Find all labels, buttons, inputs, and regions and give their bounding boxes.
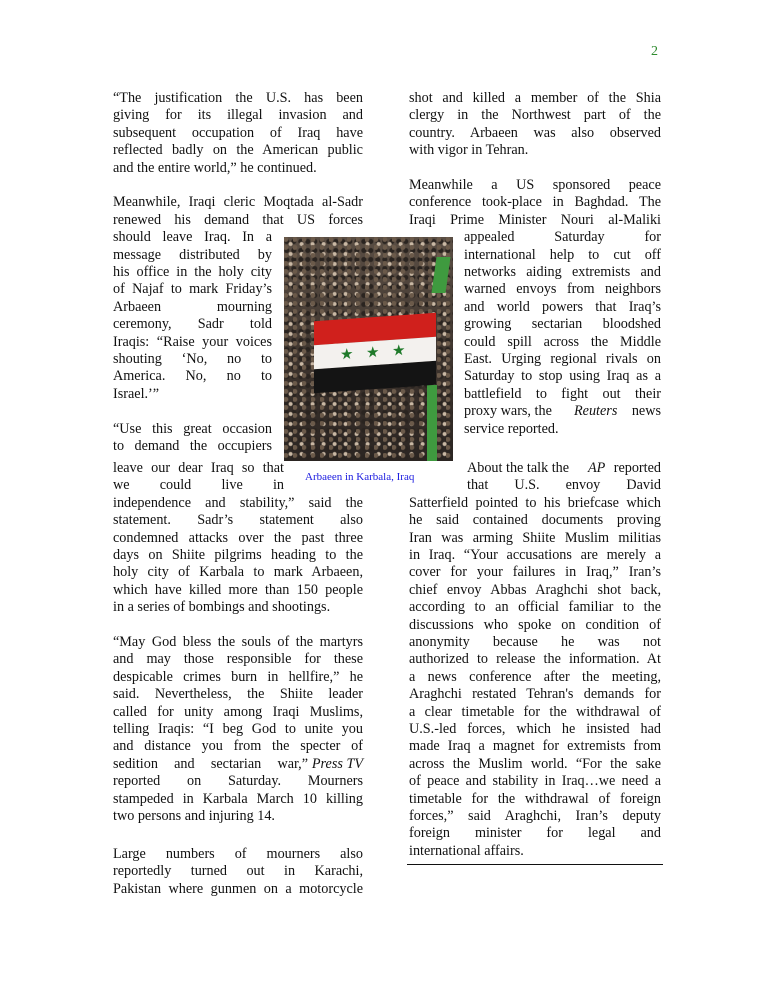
text-line: said. Nevertheless, the Shiite leader (113, 686, 363, 703)
text-line: shouting ‘No, no to (113, 351, 272, 367)
text-line: America. No, no to (113, 368, 272, 385)
text-line: message distributed by (113, 246, 272, 263)
text-line: forces,” said Araghchi, Iran’s deputy (409, 808, 661, 824)
text-line: Meanwhile, Iraqi cleric Moqtada al-Sadr (113, 194, 363, 211)
text-line: reported on Saturday. Mourners (113, 773, 363, 790)
text-line: discussions who spoke on condition of (409, 616, 661, 633)
text-line: independence and stability,” said the (113, 494, 363, 511)
text-line: growing sectarian bloodshed (464, 316, 661, 333)
text-line: service reported. (464, 420, 559, 437)
text-line: battlefield to fight out their (464, 385, 661, 402)
text-line: cover for your failures in Iraq,” Iran’s (409, 564, 661, 581)
star-icon: ★ (366, 344, 380, 362)
end-of-article-rule (407, 864, 663, 865)
text-line: with vigor in Tehran. (409, 142, 529, 159)
text-line: in a series of bombings and shootings. (113, 599, 331, 616)
text-line: chief envoy Abbas Araghchi shot back, (409, 581, 661, 598)
text-line: news (631, 403, 661, 420)
text-line: of peace and stability in Iraq…we need a (409, 773, 661, 790)
text-line: and may those responsible for these (113, 651, 363, 668)
iraqi-flag-icon (314, 313, 436, 394)
text-line: giving for its illegal invasion and (113, 107, 363, 124)
publication-name: Reuters (574, 403, 618, 420)
text-line: Meanwhile a US sponsored peace (409, 177, 661, 193)
text-line: international affairs. (409, 842, 524, 859)
text-line: Pakistan where gunmen on a motorcycle (113, 880, 363, 897)
text-line: warned envoys from neighbors (464, 281, 661, 298)
text-line: days on Shiite pilgrims heading to the (113, 547, 363, 563)
text-line: condemned attacks over the past three (113, 529, 363, 546)
text-line: made Iraq a magnet for extremists from (409, 738, 661, 755)
text-line: Arbaeen mourning (113, 298, 272, 315)
text-line: reflected badly on the American public (113, 142, 363, 159)
text-line: authorized to release the information. At (409, 651, 661, 668)
text-line: and the entire world,” he continued. (113, 159, 317, 176)
star-icon: ★ (392, 342, 406, 360)
publication-name: AP (588, 460, 606, 476)
text-line: statement. Sadr’s statement also (113, 512, 363, 529)
text-line: a news conference after the meeting, (409, 668, 661, 685)
text-line: country. Arbaeen was also observed (409, 124, 661, 141)
text-line: holy city of Karbala to mark Arbaeen, (113, 564, 363, 581)
text-line: across the Muslim world. “For the sake (409, 755, 661, 772)
text-line: proxy wars, the (464, 403, 552, 420)
text-line: we could live in (113, 477, 284, 494)
text-line: his office in the holy city (113, 264, 272, 280)
text-line: Large numbers of mourners also (113, 846, 363, 862)
text-line: should leave Iraq. In a (113, 229, 272, 246)
text-line: “The justification the U.S. has been (113, 90, 363, 106)
text-line: leave our dear Iraq so that (113, 460, 284, 476)
text-line: anonymity because he was not (409, 634, 661, 650)
text-line: Saturday to stop using Iraq as a (464, 368, 661, 385)
page-number: 2 (651, 44, 658, 59)
text-line: stampeded in Karbala March 10 killing (113, 790, 363, 807)
text-line: East. Urging regional rivals on (464, 351, 661, 367)
photo-caption: Arbaeen in Karbala, Iraq (305, 471, 415, 483)
text-line: timetable for the withdrawal of foreign (409, 790, 661, 807)
text-line: international help to cut off (464, 246, 661, 263)
publication-name: Press TV (311, 755, 363, 772)
text-line: despicable crimes burn in hellfire,” he (113, 668, 363, 685)
text-line: and distance you from the specter of (113, 738, 363, 755)
text-line: shot and killed a member of the Shia (409, 90, 661, 106)
text-line: in Iraq. “Your accusations are merely a (409, 547, 661, 563)
text-line: of Najaf to mark Friday’s (113, 281, 272, 298)
text-line: called for unity among Iraqi Muslims, (113, 703, 363, 720)
text-line: Iraqi Prime Minister Nouri al-Maliki (409, 211, 661, 228)
text-line: ceremony, Sadr told (113, 316, 272, 333)
text-line: telling Iraqis: “I beg God to unite you (113, 721, 363, 737)
text-line: Satterfield pointed to his briefcase which (409, 494, 661, 511)
text-line: a clear timetable for the withdrawal of (409, 703, 661, 720)
text-line: Iran was arming Shiite Muslim militias (409, 529, 661, 546)
text-line: networks aiding extremists and (464, 264, 661, 280)
text-line: Israel.’” (113, 385, 160, 402)
text-line: he said contained documents proving (409, 512, 661, 529)
text-line: “Use this great occasion (113, 420, 272, 437)
text-line: could spill across the Middle (464, 333, 661, 350)
text-line: subsequent occupation of Iraq have (113, 124, 363, 141)
text-line: according to an official familiar to the (409, 599, 661, 616)
article-photo (284, 237, 453, 461)
text-line: About the talk the (467, 460, 570, 476)
text-line: to demand the occupiers (113, 438, 272, 454)
text-line: U.S.-led forces, which he insisted had (409, 721, 661, 737)
text-line: foreign minister for legal and (409, 825, 661, 842)
star-icon: ★ (340, 346, 354, 364)
text-line: which have killed more than 150 people (113, 581, 363, 598)
text-line: reported (613, 460, 661, 476)
green-banner (427, 385, 437, 461)
text-line: Iraqis: “Raise your voices (113, 333, 272, 350)
text-line: and world powers that Iraq’s (464, 298, 661, 315)
text-line: clergy in the Northwest part of the (409, 107, 661, 124)
text-line: appealed Saturday for (464, 229, 661, 246)
text-line: that U.S. envoy David (467, 477, 661, 494)
text-line: conference took-place in Baghdad. The (409, 194, 661, 211)
text-line: two persons and injuring 14. (113, 808, 275, 824)
text-line: renewed his demand that US forces (113, 211, 363, 228)
text-line: “May God bless the souls of the martyrs (113, 634, 363, 650)
text-line: reportedly turned out in Karachi, (113, 863, 363, 880)
text-line: Araghchi restated Tehran's demands for (409, 686, 661, 703)
green-banner (431, 257, 450, 293)
text-line: sedition and sectarian war,” (113, 755, 308, 772)
